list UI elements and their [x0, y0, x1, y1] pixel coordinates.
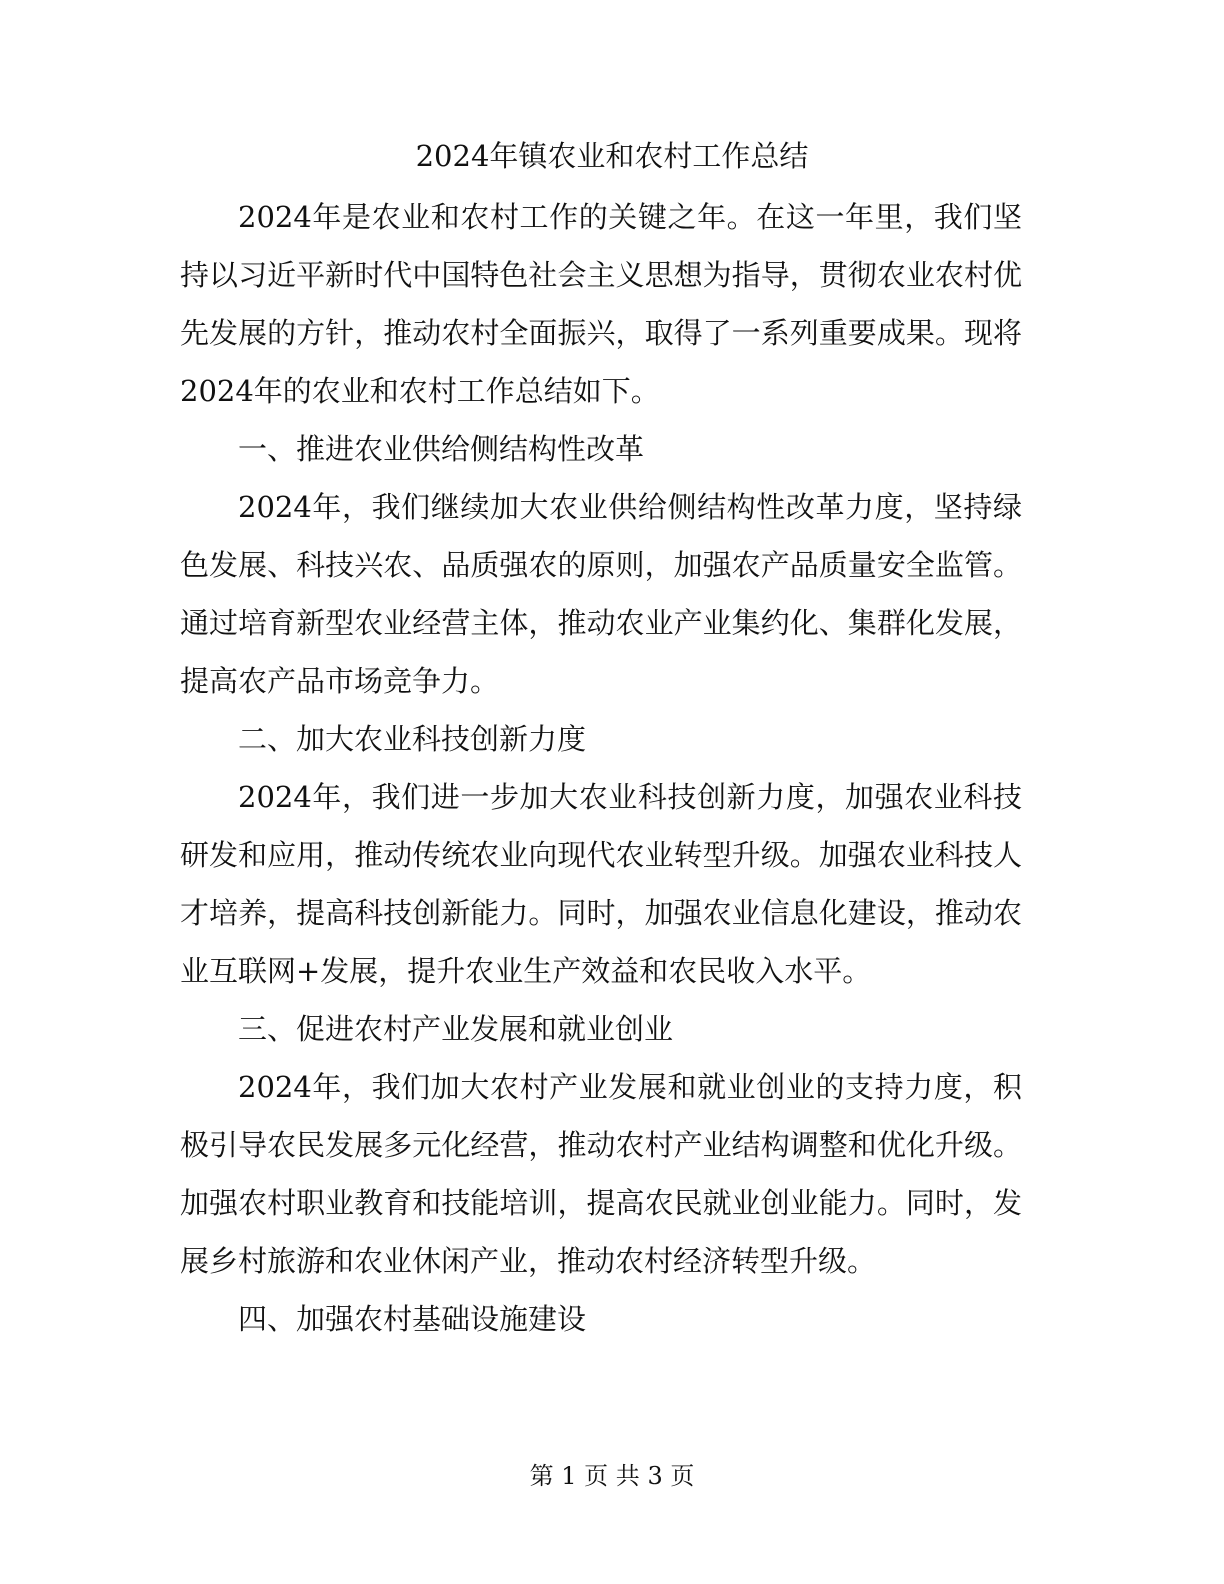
section-body-3: 2024年，我们加大农村产业发展和就业创业的支持力度，积极引导农民发展多元化经营，推动农村产业结构调整和优化升级。加强农村职业教育和技能培训，提高农民就业创业能力。同时，发展乡村旅游和农业休闲产业，推动农村经济转型升级。 — [180, 1070, 1022, 1278]
document-title: 2024年镇农业和农村工作总结 — [415, 139, 809, 173]
section-body-2: 2024年，我们进一步加大农业科技创新力度，加强农业科技研发和应用，推动传统农业向现代农业转型升级。加强农业科技人才培养，提高科技创新能力。同时，加强农业信息化建设，推动农业互联网+发展，提升农业生产效益和农民收入水平。 — [180, 780, 1022, 988]
section-heading-2: 二、加大农业科技创新力度 — [238, 722, 587, 756]
document-body — [180, 188, 1022, 1348]
section-body-1: 2024年，我们继续加大农业供给侧结构性改革力度，坚持绿色发展、科技兴农、品质强农的原则，加强农产品质量安全监管。通过培育新型农业经营主体，推动农业产业集约化、集群化发展，提高农产品市场竞争力。 — [180, 490, 1022, 698]
intro-paragraph: 2024年是农业和农村工作的关键之年。在这一年里，我们坚持以习近平新时代中国特色社会主义思想为指导，贯彻农业农村优先发展的方针，推动农村全面振兴，取得了一系列重要成果。现将2024年的农业和农村工作总结如下。 — [180, 200, 1022, 408]
section-heading-1: 一、推进农业供给侧结构性改革 — [238, 432, 645, 466]
section-heading-3: 三、促进农村产业发展和就业创业 — [238, 1012, 674, 1046]
page-number-footer: 第 1 页 共 3 页 — [529, 1462, 695, 1490]
section-heading-4: 四、加强农村基础设施建设 — [238, 1302, 587, 1336]
